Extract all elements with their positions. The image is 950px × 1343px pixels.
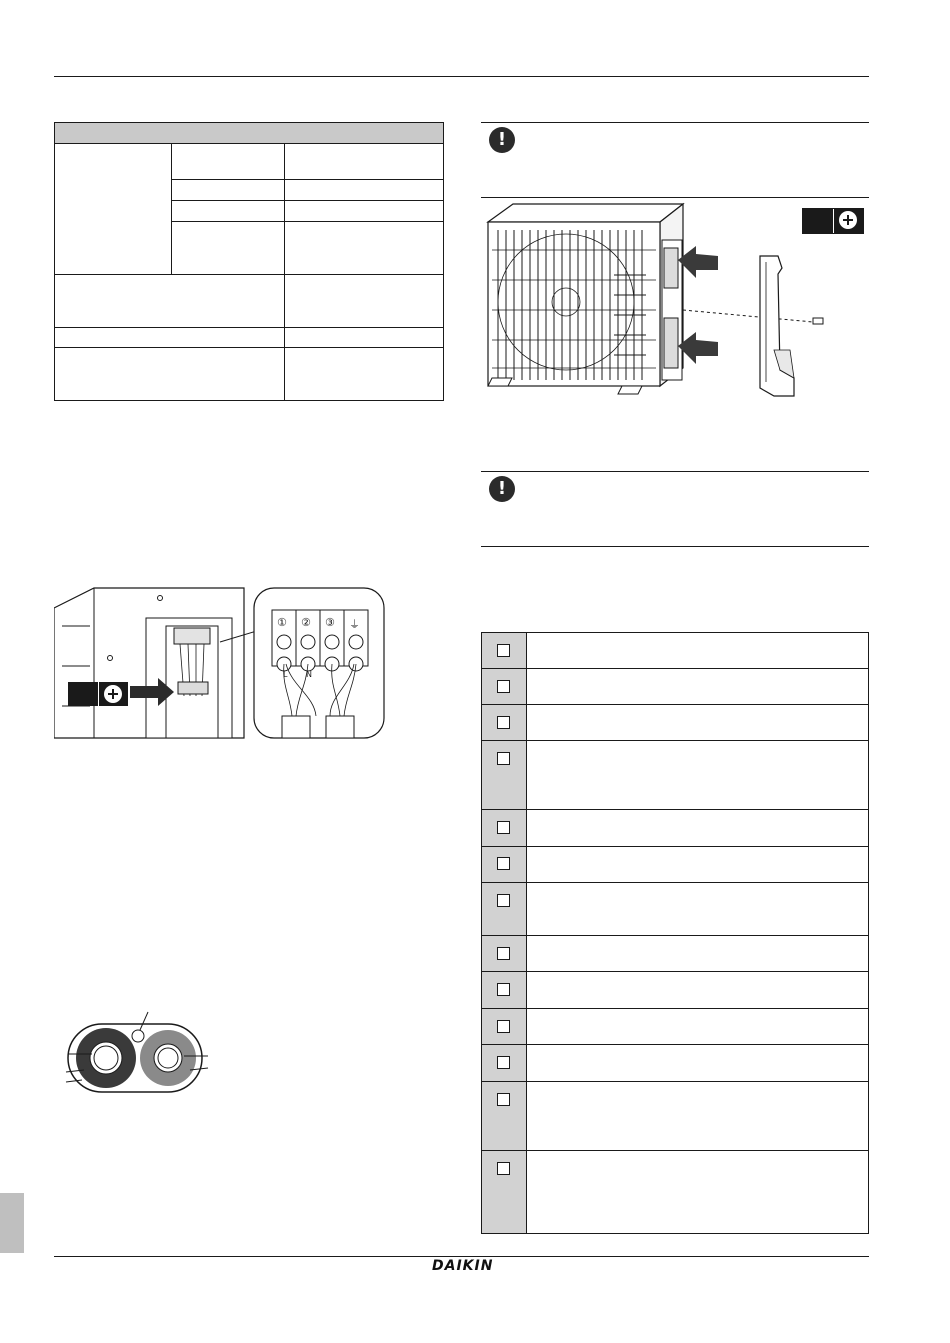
checklist-checkbox[interactable] (497, 716, 510, 729)
checklist-checkbox[interactable] (497, 644, 510, 657)
terminal-label: ⏚ (349, 618, 360, 631)
checklist-checkbox[interactable] (497, 947, 510, 960)
tool-badge (68, 682, 128, 706)
wire-label: L (283, 670, 288, 679)
checklist-checkbox[interactable] (497, 821, 510, 834)
checklist-checkbox[interactable] (497, 1056, 510, 1069)
terminal-label: ② (301, 616, 311, 629)
pipe-insulation-illustration (62, 1008, 212, 1094)
checklist-checkbox[interactable] (497, 680, 510, 693)
tool-badge (802, 208, 864, 234)
terminal-label: ① (277, 616, 287, 629)
checklist-table (481, 632, 869, 1234)
checklist-checkbox[interactable] (497, 983, 510, 996)
notice-bottom-rule (481, 197, 869, 198)
checklist-checkbox[interactable] (497, 894, 510, 907)
pipe-insulation-figure (62, 1008, 212, 1094)
brand-logo: DAIKIN (432, 1258, 494, 1274)
terminal-block-illustration (54, 586, 386, 740)
screw-icon (104, 685, 122, 703)
top-rule (54, 76, 869, 77)
wire-label: N (306, 670, 312, 679)
terminal-label: ③ (325, 616, 335, 629)
terminal-block-figure (54, 586, 386, 740)
screw-icon (839, 211, 857, 229)
notice-bottom-rule (481, 546, 869, 547)
chapter-side-tab (0, 1193, 24, 1253)
exclamation-icon: ! (489, 476, 515, 502)
checklist-checkbox[interactable] (497, 1020, 510, 1033)
checklist-checkbox[interactable] (497, 857, 510, 870)
checklist-checkbox[interactable] (497, 1162, 510, 1175)
notice-top-rule (481, 122, 869, 123)
checklist-checkbox[interactable] (497, 752, 510, 765)
spec-table (54, 122, 444, 401)
exclamation-icon: ! (489, 127, 515, 153)
spec-table-header (55, 123, 443, 144)
footer-rule (54, 1256, 869, 1257)
notice-top-rule (481, 471, 869, 472)
outdoor-unit-figure (478, 200, 868, 400)
checklist-checkbox[interactable] (497, 1093, 510, 1106)
